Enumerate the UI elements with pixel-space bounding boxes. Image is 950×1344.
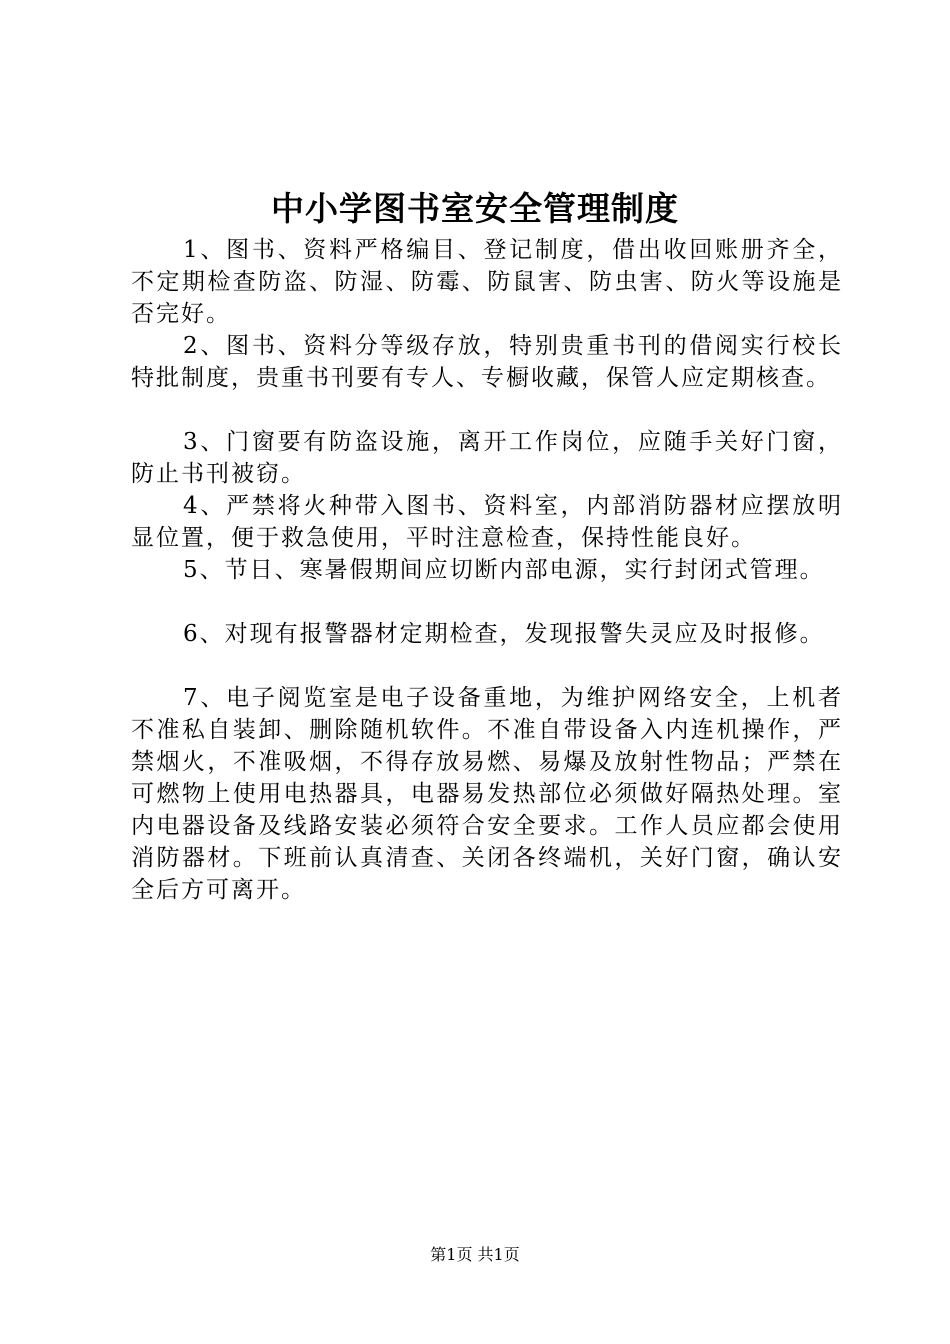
paragraph-6: 6、对现有报警器材定期检查，发现报警失灵应及时报修。	[183, 621, 825, 647]
paragraph-spacer	[131, 586, 843, 618]
paragraph-4: 4、严禁将火种带入图书、资料室，内部消防器材应摆放明显位置，便于救急使用，平时注意检查，保持性能良好。	[131, 493, 843, 551]
paragraph-7: 7、电子阅览室是电子设备重地，为维护网络安全，上机者不准私自装卸、删除随机软件。不准自带设备入内连机操作，严禁烟火，不准吸烟，不得存放易燃、易爆及放射性物品；严禁在可燃物上使用电热器具，电器易发热部位必须做好隔热处理。室内电器设备及线路安装必须符合安全要求。工作人员应都会使用消防器材。下班前认真清查、关闭各终端机，关好门窗，确认安全后方可离开。	[131, 685, 843, 903]
paragraph-2: 2、图书、资料分等级存放，特别贵重书刊的借阅实行校长特批制度，贵重书刊要有专人、专橱收藏，保管人应定期核查。	[131, 333, 843, 391]
paragraph-1: 1、图书、资料严格编目、登记制度，借出收回账册齐全，不定期检查防盗、防湿、防霉、防鼠害、防虫害、防火等设施是否完好。	[131, 237, 843, 327]
document-title: 中小学图书室安全管理制度	[271, 189, 679, 228]
paragraph-3: 3、门窗要有防盗设施，离开工作岗位，应随手关好门窗，防止书刊被窃。	[131, 429, 843, 487]
paragraph-spacer	[131, 394, 843, 426]
page-footer: 第1页 共1页	[430, 1245, 520, 1264]
document-body	[131, 234, 843, 906]
paragraph-spacer	[131, 650, 843, 682]
paragraph-5: 5、节日、寒暑假期间应切断内部电源，实行封闭式管理。	[183, 557, 825, 583]
